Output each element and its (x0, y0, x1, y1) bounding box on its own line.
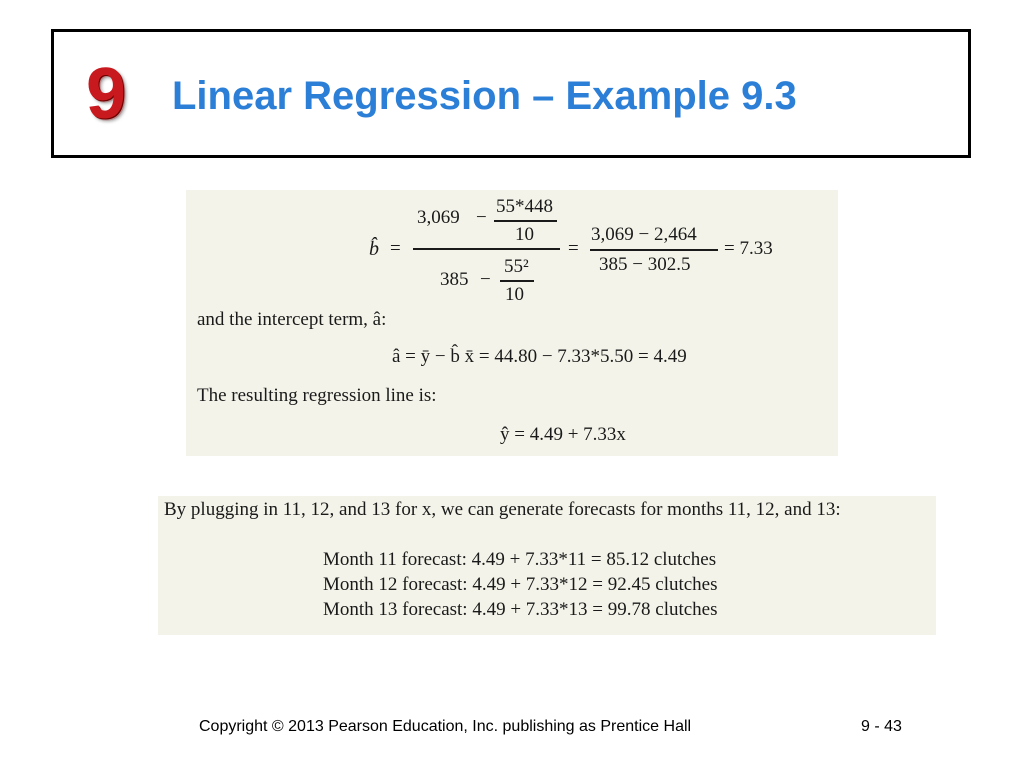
chapter-number-logo: 9 (86, 54, 127, 134)
b-hat-symbol: b̂ (369, 238, 379, 260)
minus-sign-2: − (480, 269, 491, 290)
second-fraction-bar (590, 249, 718, 251)
regression-computation-panel (186, 190, 838, 456)
regression-line-equation: ŷ = 4.49 + 7.33x (500, 424, 626, 445)
copyright-footer: Copyright © 2013 Pearson Education, Inc. publishing as Prentice Hall (199, 718, 692, 735)
forecast-line-month-12: Month 12 forecast: 4.49 + 7.33*12 = 92.45 clutches (323, 574, 718, 595)
forecast-line-month-11: Month 11 forecast: 4.49 + 7.33*11 = 85.12 clutches (323, 549, 717, 570)
inner-fraction-bar (494, 220, 557, 222)
second-fraction-denominator: 385 − 302.5 (599, 254, 691, 275)
second-fraction-numerator: 3,069 − 2,464 (591, 224, 697, 245)
minus-sign: − (476, 207, 487, 228)
forecast-line-month-13: Month 13 forecast: 4.49 + 7.33*13 = 99.78 clutches (323, 599, 718, 620)
equals-sign-2: = (568, 238, 579, 259)
denominator-385: 385 (440, 269, 469, 290)
inner-fraction-denominator: 10 (515, 224, 534, 245)
intercept-equation: â = ȳ − b̂ x̄ = 44.80 − 7.33*5.50 = 4.49 (392, 346, 687, 367)
inner-fraction2-bar (500, 280, 534, 282)
main-fraction-bar (413, 248, 560, 250)
slope-result: = 7.33 (724, 238, 773, 259)
inner-fraction2-denominator: 10 (505, 284, 524, 305)
equals-sign-1: = (390, 238, 401, 259)
slide-title: Linear Regression – Example 9.3 (172, 74, 797, 118)
resulting-line-text: The resulting regression line is: (197, 385, 437, 406)
intercept-intro-text: and the intercept term, â: (197, 309, 387, 330)
forecast-intro-text: By plugging in 11, 12, and 13 for x, we can generate forecasts for months 11, 12, and 13: (164, 499, 841, 520)
numerator-3069: 3,069 (417, 207, 460, 228)
inner-fraction2-numerator: 55² (504, 256, 529, 277)
inner-fraction-numerator: 55*448 (496, 196, 553, 217)
page-number: 9 - 43 (861, 718, 902, 735)
forecast-panel (158, 496, 936, 635)
